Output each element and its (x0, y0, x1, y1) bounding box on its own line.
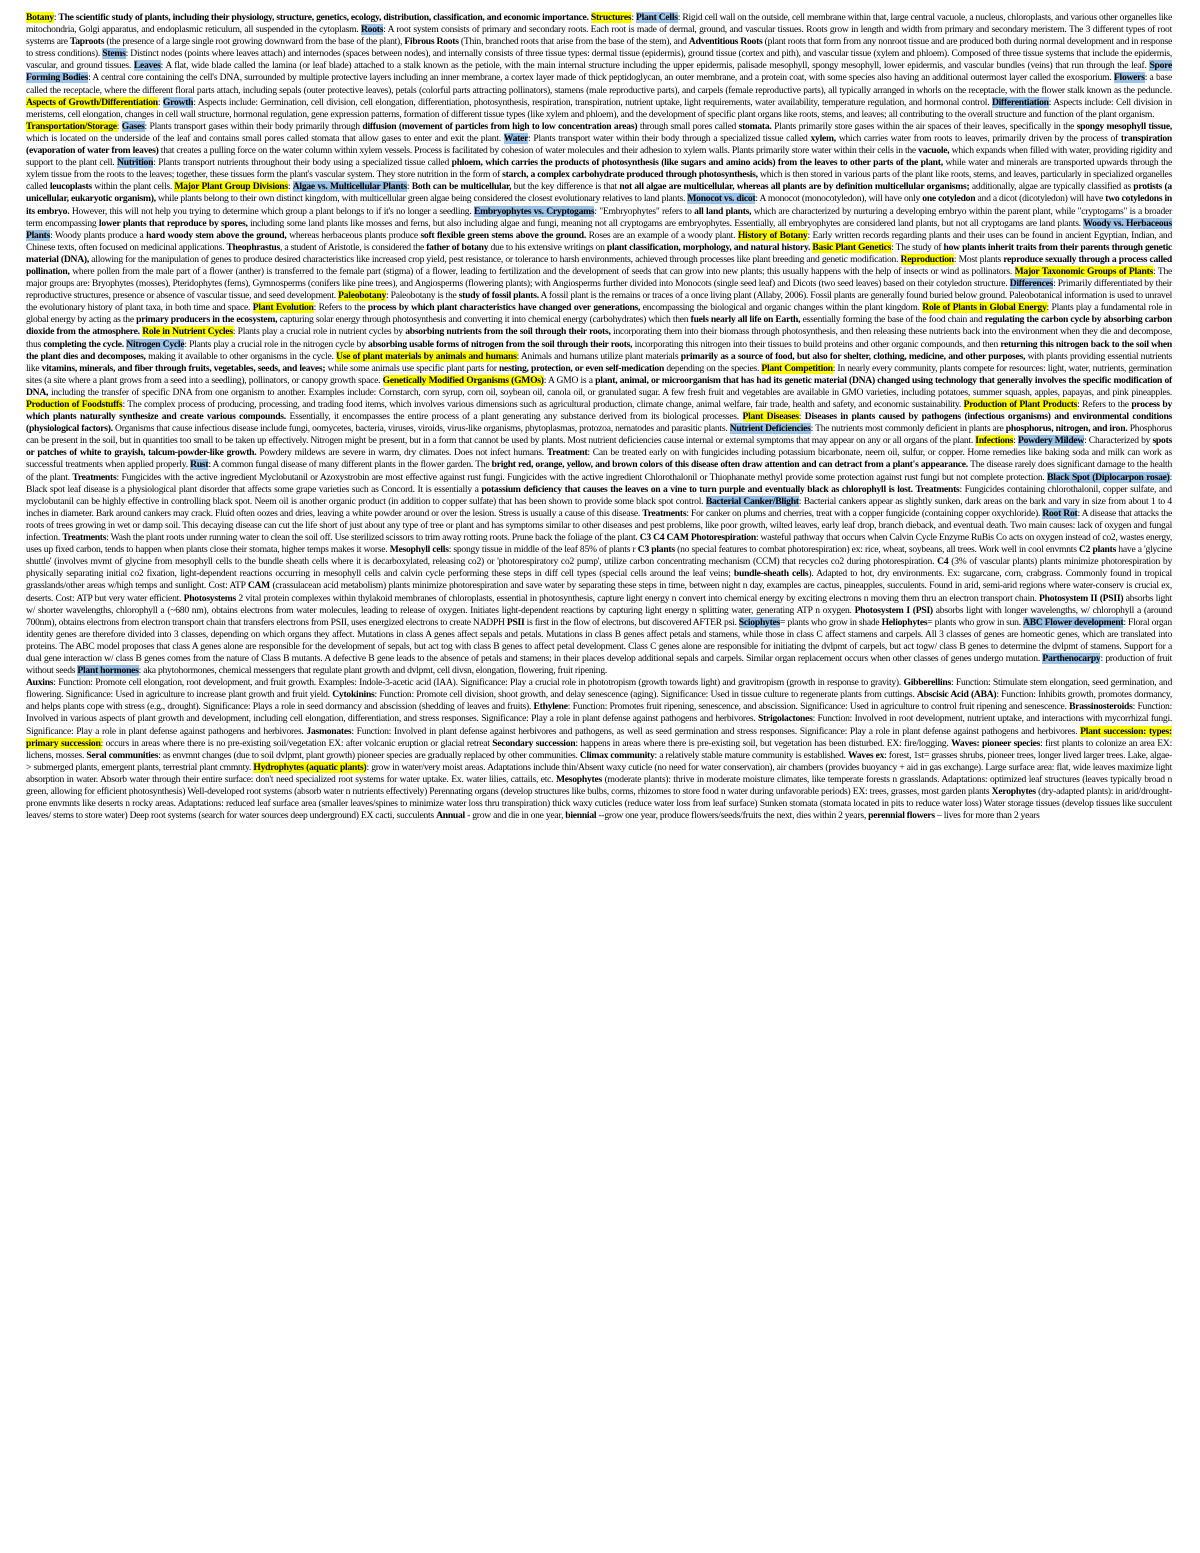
bold-term: Treatment (546, 447, 588, 459)
text-run: : Plants transport water within their body through a specialized tissue called (528, 132, 811, 144)
bold-term: diffusion (movement of particles from high to low concentration areas) (362, 120, 638, 132)
topic-heading: Growth (162, 96, 194, 108)
bold-term: Gibberellins (903, 677, 951, 689)
bold-term: Adventitious Roots (688, 36, 763, 48)
bold-term: phloem, which carries the products of photosynthesis (like sugars and amino acids) from the leaves to other parts of the plant, (451, 157, 943, 169)
text-run: : (1013, 435, 1018, 447)
bold-term: C3 C4 CAM Photorespiration (639, 532, 756, 544)
bold-term: Heliophytes (881, 616, 928, 628)
text-run: through small pores called (637, 120, 739, 132)
notes-document (26, 12, 1172, 822)
text-run: : a relatively stable mature community is established. (654, 749, 848, 761)
bold-term: bright red, orange, yellow, and brown colors of this disease often draw attention and can detract from a plant's appearance. (491, 459, 968, 471)
text-run: : Aspects include: Germination, cell division, cell elongation, differentiation, photosynthesis, respiration, transpiration, nutrient uptake, light requirements, water availability, temperature regulation, and hormonal control. (193, 96, 992, 108)
text-run: incorporating this nitrogen into their tissues to build proteins and other organic compounds, and then (632, 338, 1001, 350)
text-run: allowing for the manipulation of genes to produce desired characteristics like increased crop yield, pest resistance, or tolerance to harsh environments, achieved through processes like plant breeding and genetic modification. (89, 253, 901, 265)
bold-term: Treatments (62, 532, 107, 544)
topic-heading: Algae vs. Multicellular Plants (292, 181, 407, 193)
text-run: : grow in water/very moist areas. Adaptations include thin/Absent waxy cuticle (no need for water conservation), air chambers (provides buoyancy + aid in gas exchange). Large surface area: flat, wide leaves maximize light absorption in water. Absorb water through their entire surface: don't need specialized root systems for water uptake. Ex. water lilies, cattails, etc. (26, 761, 1172, 785)
bold-term: starch, a complex carbohydrate produced through photosynthesis, (502, 169, 758, 181)
bold-term: Annual (436, 810, 465, 822)
bold-term: primary producers in the ecosystem, (136, 314, 278, 326)
text-run: A fossil plant is the remains or traces of a once living plant (Allaby, 2006). Fossil plants are generally found buried below ground. Paleobotanical information is used to unravel the evolutionary history of plant taxa, in both time and space. (26, 290, 1172, 314)
section-heading: Major Plant Group Divisions (174, 181, 288, 193)
bold-term: how plants inherit traits from their parents through genetic material (DNA), (26, 241, 1172, 265)
text-run: : Bacterial cankers appear as slightly sunken, dark areas on the bark and vary in size from about 1 to 4 inches in diameter. Bark around cankers may crack. Fluid often oozes and dries, leaving a white powder around or over the lesion. Stress is usually a cause of this disease. (26, 495, 1172, 519)
bold-term: leucoplasts (49, 181, 92, 193)
topic-heading: Rust (190, 459, 209, 471)
text-run: depending on the species. (664, 362, 762, 374)
bold-term: The scientific study of plants, including their physiology, structure, genetics, ecology, distribution, classification, and economic importance. (58, 12, 589, 23)
bold-term: Photosystem I (PSI) (854, 604, 933, 616)
bold-term: Waves ex (847, 749, 885, 761)
topic-heading: Roots (360, 24, 384, 36)
bold-term: returning this nitrogen back to the soil when the plant dies and decomposes, (26, 338, 1172, 362)
section-heading: Plant Competition (761, 362, 833, 374)
bold-term: soft flexible green stems above the ground. (420, 229, 587, 241)
text-run: capturing solar energy through photosynthesis and converting it into chemical energy (carbohydrates) which then (277, 314, 691, 326)
text-run: Powdery mildews are severe in warm, dry climates. Does not infect humans. (256, 447, 547, 459)
text-run: : Animals and humans utilize plant materials (516, 350, 681, 362)
text-run: : occurs in areas where there is no pre-existing soil/vegetation EX: after volcanic eruption or glacial retreat (100, 737, 493, 749)
text-run: : Refers to the (313, 302, 368, 314)
text-run: --grow one year, produce flowers/seeds/fruits the next, dies within 2 years, (596, 810, 869, 822)
bold-term: plant classification, morphology, and natural history. (606, 241, 811, 253)
bold-term: Fibrous Roots (404, 36, 459, 48)
text-run: : (406, 181, 412, 193)
bold-term: Both can be multicellular, (411, 181, 512, 193)
text-run: : Aspects include: Cell division in meristems, cell elongation, changes in cell wall structure, hormonal regulation, gene expression patterns, formation of different tissue types (like xylem and phloem), and the development of specific plant organs like roots, stems, and leaves; all contributing to the overall structure and function of the plant organism. (26, 96, 1172, 120)
bold-term: Auxins (26, 677, 54, 689)
topic-heading: Root Rot (1042, 507, 1078, 519)
text-run: The disease rarely does significant damage to the health of the plant. (26, 459, 1172, 483)
text-run: : Function: Promote cell elongation, root development, and fruit growth. Examples: Indole-3-acetic acid (IAA). Significance: Play a crucial role in phototropism (growth towards light) and gravitropism (growth in response to gravity). (53, 677, 904, 689)
section-heading: Paleobotany (338, 290, 387, 302)
bold-term: regulating the carbon cycle by absorbing carbon dioxide from the atmosphere. (26, 314, 1172, 338)
text-run: , a student of Aristotle, is considered the (279, 241, 427, 253)
bold-term: spots or patches of white to grayish, talcum-powder-like growth. (26, 435, 1172, 459)
text-run: while some animals use specific plant parts for (325, 362, 499, 374)
text-run: have a 'glycine shuttle' (involves mvmt of glycine from mesophyll cells to the bundle sheath cells where it is decarboxylated, releasing co2) or 'photorespiratory co2 pump', utilize carbon concentrating mechanism (CCM) that recycles co2 during photorespiration. (26, 544, 1173, 568)
topic-heading: Woody vs. Herbaceous Plants (26, 217, 1173, 241)
text-run: : (157, 96, 163, 108)
bold-term: Treatments (642, 507, 687, 519)
topic-heading: Sciophytes (738, 616, 781, 628)
topic-heading: Powdery Mildew (1017, 435, 1085, 447)
section-heading: Reproduction (900, 253, 954, 265)
bold-term: Secondary succession (492, 737, 576, 749)
bold-term: Theophrastus (226, 241, 280, 253)
text-run: However, this will not help you trying to determine which group a plant belongs to if it's no longer a seedling. (69, 205, 474, 217)
bold-term: phosphorus, nitrogen, and iron. (1005, 423, 1128, 435)
bold-term: PSII (506, 616, 525, 628)
section-heading: Transportation/Storage (26, 120, 117, 132)
text-run: which expands when filled with water, providing rigidity and support to the plant cell. (26, 145, 1172, 169)
text-run: absorbs light w/ shorter wavelengths, chlorophyll a (~680 nm), obtains electrons from water molecules, leading to release of oxygen. Initiates light-dependent reactions by capturing light energy n splitting water, generating ATP n oxygen. (26, 592, 1173, 616)
bold-term: Treatments (72, 471, 117, 483)
text-run: with plants providing essential nutrients like (26, 350, 1172, 374)
text-run: : Fungicides containing chlorothalonil, copper sulfate, and myclobutanil can be highly effective in controlling black spot. Neem oil is another organic product (in addition to copper sulfate) that has been shown to provide some black spot control. (26, 483, 1172, 507)
text-run: and a dicot (dicotyledon) will have (975, 193, 1106, 205)
text-run: : happens in areas where there is pre-existing soil, but vegetation has been disturbed. EX: fire/logging. (575, 737, 952, 749)
text-run: which is then stored in various parts of the plant like roots, stems, and leaves, particularly in specialized organelles called (26, 169, 1172, 193)
bold-term: plant, animal, or microorganism that has had its genetic material (DNA) changed using technology that generally involves the specific modification of DNA, (26, 374, 1172, 398)
text-run: : A monocot (monocotyledon), will have only (755, 193, 923, 205)
text-run: : Primarily differentiated by their reproductive structures, presence or absence of vascular tissue, and seed development. (26, 278, 1172, 302)
text-run: : Plants play a fundamental role in global energy by acting as the (26, 302, 1172, 326)
bold-term: Jasmonates (306, 725, 352, 737)
section-heading: Structures (590, 12, 632, 23)
bold-term: Mesophytes (555, 773, 602, 785)
section-heading: Role of Plants in Global Energy (922, 302, 1047, 314)
text-run: : For canker on plums and cherries, treat with a copper fungicide (containing copper oxychloride). (686, 507, 1043, 519)
text-run: : Function: Stimulate stem elongation, seed germination, and flowering. Significance: Used in agriculture to increase plant growth and fruit yield. (26, 677, 1172, 701)
text-run: : A flat, wide blade called the lamina (or leaf blade) attached to a stalk known as the petiole, with the main internal structure including the upper epidermis, palisade mesophyll, spongy mesophyll, lower epidermis, and vascular bundles (veins) that run through the leaf. (160, 60, 1150, 72)
text-run: : A central core containing the cell's DNA, surrounded by multiple protective layers including an inner membrane, a cortex layer made of thick peptidoglycan, an outer membrane, and a protein coat, with some species also having an additional outermost layer called the exosporium. (88, 72, 1114, 84)
topic-heading: Gases (121, 120, 145, 132)
topic-heading: Nutrition (117, 157, 154, 169)
text-run: : Early written records regarding plants and their uses can be found in ancient Egyptian, Indian, and Chinese texts, often focused on medicinal applications. (26, 229, 1172, 253)
text-run: : Function: Involved in root development, nutrient uptake, and interactions with mycorrhizal fungi. Significance: Play a role in plant defense against pathogens and herbivores. (26, 713, 1173, 737)
text-run: whereas herbaceous plants produce (286, 229, 421, 241)
text-run: : Floral organ identity genes are therefore divided into 3 classes, depending on which organs they affect. Mutations in class A genes affect sepals and petals. Mutations in class B genes affect petals and stamens, while those in class C affect stamens and carpels. All 3 classes of genes are homeotic genes, which are translated into proteins. The ABC model proposes that class A genes alone are responsible for the development of sepals, but act tog with class B genes to affect petal development. Class C genes alone are responsible for initiating the dvlpmt of carpels, but act togw/ class B genes to determine the dvlpmt of stamens. Support for a dual gene interaction w/ class B genes comes from the nature of Class B mutants. A defective B gene leads to the absence of petals and stamens; in their places develop additional sepals and carpels. Similar organ replacement occurs when other classes of genes undergo mutation. (26, 616, 1172, 664)
text-run: : Black spot leaf disease is a physiological plant disorder that affects some grape varieties such as Concord. It is essentially a (26, 471, 1173, 495)
text-run: : (631, 12, 636, 23)
text-run: : A GMO is a (543, 374, 596, 386)
bold-term: father of botany (426, 241, 489, 253)
bold-term: Xerophytes (991, 786, 1036, 797)
section-heading: Major Taxonomic Groups of Plants (1014, 265, 1153, 277)
bold-term: absorbing nutrients from the soil through their roots, (405, 326, 611, 338)
text-run: (dry-adapted plants): in arid/drought-prone envmnts like deserts n rocky areas. Adaptations: reduced leaf surface area (smaller leaves/spines to minimize water loss thru transpiration) thick waxy cuticles (reduce water loss from leaf surface) Sunken stomata (stomata located in pits to reduce water loss) Water storage tissues (develop tissues like succulent leaves/ stems to store water) Deep root systems (search for water sources deep underground) EX cacti, succulents (26, 786, 1172, 822)
text-run: due to his extensive writings on (488, 241, 607, 253)
bold-term: Seral communities (86, 749, 159, 761)
section-heading: Use of plant materials by animals and humans (336, 350, 517, 362)
bold-term: perennial flowers (868, 810, 935, 822)
text-run: (plant roots that form from any nonroot tissue and are produced both during normal development and in response to stress conditions). (26, 36, 1172, 60)
text-run: - grow and die in one year, (464, 810, 566, 822)
text-run: that creates a pulling force on the water column within xylem vessels. Process is facilitated by cohesion of water molecules and their adhesion to xylem walls. Plants primarily store water within their cells in the (158, 145, 919, 157)
bold-term: absorbing usable forms of nitrogen from the soil through their roots, (368, 338, 633, 350)
text-run: Roses are an example of a woody plant. (586, 229, 738, 241)
text-run: : A root system consists of primary and secondary roots. Each root is made of dermal, ground, and vascular tissues. Roots grow in length and width from primary and secondary meristem. The 3 different types of root systems are (26, 24, 1172, 48)
section-heading: Production of Foodstuffs (26, 399, 123, 410)
text-run: encompassing the biological and organic changes within the plant kingdom. (640, 302, 923, 314)
text-run: – lives for more than 2 years (934, 810, 1040, 822)
topic-heading: Black Spot (Diplocarpon rosae) (1047, 471, 1170, 483)
bold-term: C4 (937, 556, 949, 568)
bold-term: bundle-sheath cells (733, 568, 809, 580)
bold-term: Photosystem II (PSII) (1039, 592, 1124, 604)
text-run: : production of fruit without seeds (26, 652, 1172, 677)
bold-term: transpiration (evaporation of water from leaves) (26, 132, 1172, 157)
text-run: : Plants play a crucial role in nutrient cycles by (232, 326, 406, 338)
text-run: : Paleobotany is the (386, 290, 459, 302)
text-run: : as envmnt changes (due to soil dvlpmt, plant growth) pioneer species are gradually replaced by other communities. (158, 749, 580, 761)
paragraph (26, 12, 1172, 121)
text-run: making it available to other organisms in the cycle. (145, 350, 337, 362)
bold-term: reproduce sexually through a process called pollination, (26, 253, 1172, 277)
text-run: Plants primarily store gases within the air spaces of their leaves, specifically in the (771, 120, 1077, 132)
topic-heading: Differences (1009, 278, 1054, 290)
bold-term: Treatments (915, 483, 960, 495)
text-run: : The complex process of producing, processing, and trading food items, which involves various dimensions such as agricultural production, climate change, animal welfare, fair trade, health and safety, and economic sustainability. (122, 399, 964, 410)
text-run: : Most plants (953, 253, 1004, 265)
text-run: Phosphorus can be present in the soil, but in quantities too small to be taken up effectively. Nitrogen might be present, but in a form that cannot be used by plants. Most nutrient deficiencies cause internal or external symptoms that may appear on any or all organs of the plant. (26, 423, 1172, 447)
bold-term: Cytokinins (332, 689, 375, 701)
topic-heading: Monocot vs. dicot (687, 193, 756, 205)
text-run: : (287, 181, 293, 193)
section-heading: Plant succession: types: primary succession (26, 725, 1172, 749)
bold-term: not all algae are multicellular, whereas all plants are by definition multicellular organisms; (619, 181, 970, 193)
section-heading: Role in Nutrient Cycles (142, 326, 233, 338)
text-run: : Wash the plant roots under running water to clean the soil off. Use sterilized scissors to trim away rotting roots. Prune back the foliage of the plant. (106, 532, 640, 544)
text-run: (Thin, branched roots that arise from the base of the stem), and (458, 36, 689, 48)
text-run: (no special features to combat photorespiration) ex: rice, wheat, soybeans, all trees. Work well in cool envmnts (674, 544, 1079, 556)
bold-term: hard woody stem above the ground, (146, 229, 287, 241)
text-run: Organisms that cause infectious disease include fungi, oomycetes, bacteria, viruses, viroids, virus-like organisms, phytoplasmas, protozoa, nematodes and parasitic plants. (112, 423, 730, 435)
text-run: : forest, 1st= grasses shrubs, pioneer trees, longer lived larger trees. Lake, algae-> submerged plants, emergent plants, terrestrial plant cmmnty. (26, 749, 1172, 773)
text-run: = plants who grow in sun. (927, 616, 1024, 628)
text-run: : The study of (891, 241, 944, 253)
bold-term: spongy mesophyll tissue, (1076, 120, 1172, 132)
bold-term: stomata. (738, 120, 772, 132)
bold-term: fuels nearly all life on Earth, (690, 314, 801, 326)
bold-term: study of fossil plants. (458, 290, 539, 302)
text-run: while plants belong to their own distinct kingdom, with multicellular green algae being considered the closest evolutionary relatives to land plants. (155, 193, 688, 205)
text-run: : Function: Inhibits growth, promotes dormancy, and helps plants cope with stress (e.g., drought). Significance: Plays a role in seed dormancy and abscission (shedding of leaves and fruits). (26, 689, 1172, 713)
bold-term: vacuole, (918, 145, 950, 157)
text-run: which carries water from roots to leaves, primarily driven by the process of (835, 132, 1121, 144)
bold-term: CAM (247, 580, 270, 592)
bold-term: Photosystems (183, 592, 237, 604)
text-run: : Plants play a crucial role in the nitrogen cycle by (184, 338, 369, 350)
text-run: incorporating them into their biomass through photosynthesis, and then releasing these nutrients back into the environment when they die and decompose, thus (26, 326, 1172, 350)
text-run: : A common fungal disease of many different plants in the flower garden. The (208, 459, 492, 471)
text-run: but the key difference is that (511, 181, 620, 193)
text-run: : In nearly every community, plants compete for resources: light, water, nutrients, germination sites (a site where a plant grows from a seed into a seedling), pollinators, or canopy growth space. (26, 362, 1172, 386)
text-run: : first plants to colonize an area EX: lichens, mosses. (26, 737, 1172, 761)
topic-heading: Plant Cells (635, 12, 678, 23)
text-run: (the presence of a large single root growing downward from the base of the plant), (104, 36, 405, 48)
text-run: is first in the flow of electrons, but discovered AFTER psi. (524, 616, 739, 628)
text-run: : Plants transport gases within their body primarily through (144, 120, 363, 132)
text-run: : The nutrients most commonly deficient in plants are (810, 423, 1006, 435)
topic-heading: Spore Forming Bodies (26, 60, 1172, 84)
section-heading: Plant Diseases (742, 411, 799, 423)
topic-heading: Parthenocarpy (1042, 652, 1101, 664)
text-run: where pollen from the male part of a flower (anther) is transferred to the female part (stigma) of a flower, leading to fertilization and the development of seeds that can grow into new plants; this usually happens with the help of insects or wind as pollinators. (69, 265, 1015, 277)
text-run: : Fungicides with the active ingredient Myclobutanil or Azoxystrobin are most effective against rust fungi. Fungicides with the active ingredient Chlorothalonil or Thiophanate methyl provide some protection against rust fungi but not complete protection. (116, 471, 1048, 483)
bold-term: potassium deficiency that causes the leaves on a vine to turn purple and eventually black as chlorophyll is lost. (481, 483, 913, 495)
bold-term: Strigolactones (758, 713, 813, 725)
text-run: : Function: Involved in various aspects of plant growth and development, including cell elongation, differentiation, and stress responses. Significance: Play a role in plant defense against pathogens and herbivores. (26, 701, 1172, 725)
text-run: essentially forming the base of the food chain and (800, 314, 985, 326)
text-run: : a base called the receptacle, where the different floral parts attach, including sepals (outer protective leaves), petals (colorful parts attracting pollinators), stamens (male reproductive parts), and carpels (female reproductive parts), all typically arranged in whorls on the receptacle, with the flower stalk known as the peduncle. (26, 72, 1172, 96)
bold-term: Climax community (579, 749, 655, 761)
text-run: : The major groups are: Bryophytes (mosses), Pteridophytes (ferns), Gymnosperms (conifers like pine trees), and Angiosperms (flowering plants); with Angiosperms further divided into Monocots (single seed leaf) and Dicots (two seed leaves) based on their cotyledon structure. (26, 265, 1172, 290)
bold-term: process by which plants naturally synthesize and create various compounds. (26, 399, 1172, 423)
section-heading: Botany (26, 12, 54, 23)
section-heading: History of Botany (737, 229, 808, 241)
text-run: while water and minerals are transported upwards through the xylem tissue from the roots to the leaves; together, these tissues form the plant's vascular system. They store nutrition in the form of (26, 157, 1172, 181)
text-run: within the plant cells. (91, 181, 175, 193)
text-run: : spongy tissue in middle of the leaf 85% of plants r (448, 544, 638, 556)
text-run: ). Adapted to hot, dry environments. Ex: sugarcane, corn, crabgrass. Commonly found in tropical grasslands/other areas w/high temps and sunlight. Cost: ATP (26, 568, 1172, 592)
text-run: = plants who grow in shade (780, 616, 882, 628)
text-run: : aka phytohormones, chemical messengers that regulate plant growth and dvlpmt, cell divsn, elongation, flowering, fruit ripening. (138, 665, 608, 677)
bold-term: C2 plants (1078, 544, 1117, 556)
bold-term: two cotyledons in its embryo. (26, 193, 1173, 217)
topic-heading: Leaves (133, 60, 161, 72)
topic-heading: Embryophytes vs. Cryptogams (473, 205, 595, 217)
bold-term: Diseases in plants caused by pathogens (infectious organisms) and environmental conditions (physiological factors). (26, 411, 1173, 435)
paragraph (26, 121, 1172, 677)
text-run: : (53, 12, 59, 23)
bold-term: xylem, (810, 132, 836, 144)
bold-term: Ethylene (533, 701, 568, 713)
text-run: : Function: Promotes fruit ripening, senescence, and abscission. Significance: Used in agriculture to control fruit ripening and senescence. (567, 701, 1070, 713)
topic-heading: Nutrient Deficiencies (729, 423, 811, 435)
section-heading: Plant Evolution (252, 302, 314, 314)
bold-term: Waves: pioneer species (951, 737, 1041, 749)
bold-term: nesting, protection, or even self-medication (498, 362, 665, 374)
text-run: (crassulacean acid metabolism) plants minimize photorespiration and save water by separating these steps in time, between night n day, examples are cactus, pineapples, succulents. Found in arid, semi-arid regions where water-conserv is crucial ex, deserts. Cost: ATP but very water efficient. (26, 580, 1172, 604)
text-run: : (116, 120, 122, 132)
text-run: : Plants transport nutrients throughout their body using a specialized tissue called (153, 157, 452, 169)
bold-term: C3 plants (637, 544, 675, 556)
topic-heading: Stems (102, 48, 126, 60)
text-run: 2 vital protein complexes within thylakoid membranes of chloroplasts, essential in photosynthesis, capture light energy n convert into chemical energy by exciting electrons n moving them thru an electron transport chain. (236, 592, 1040, 604)
bold-term: biennial (565, 810, 597, 822)
text-run: (3% of vascular plants) plants minimize photorespiration by physically separating initial co2 fixation, light-dependent reactions occurring in mesophyll cells and calvin cycle performing these steps in diff cell types (special cells around the leaf veins; (26, 556, 1172, 580)
text-run: : Can be treated early on with fungicides including potassium bicarbonate, neem oil, sulfur, or copper. Home remedies like baking soda and milk can work as successful treatments when applied properly. (26, 447, 1172, 471)
text-run: : wasteful pathway that occurs when Calvin Cycle Enzyme RuBis Co acts on oxygen instead of co2, wastes energy, uses up fixed carbon, tends to happen when plants close their stomata, higher temps makes it worse. (26, 532, 1173, 556)
text-run: : Characterized by (1084, 435, 1153, 447)
text-run: (moderate plants): thrive in moderate moisture climates, like temperate forests n grasslands. Adaptations: optimized leaf structures (leaves typically broad n green, allowing for efficient photosynthesis) Well-developed root systems (absorb water n nutrients effectively) Perennating organs (develop structures like bulbs, corms, rhizomes to store food n water during unfavorable periods) EX: trees, grasses, most garden plants (26, 773, 1172, 797)
bold-term: Abscisic Acid (ABA) (916, 689, 997, 701)
bold-term: Mesophyll cells (389, 544, 449, 556)
bold-term: all land plants, (694, 205, 752, 217)
text-run: additionally, algae are typically classified as (969, 181, 1134, 193)
text-run: : "Embryophytes" refers to (594, 205, 695, 217)
topic-heading: ABC Flower development (1023, 616, 1124, 628)
text-run: : Woody plants produce a (50, 229, 147, 241)
bold-term: Brassinosteroids (1069, 701, 1133, 713)
text-run: : Distinct nodes (points where leaves attach) and internodes (spaces between nodes), and internally consists of three tissue types: dermal tissue (epidermis), ground tissue (cortex and pith), and vascular tissue (xylem and phloem). Composed of three tissue systems that include the epidermis, vascular, and ground tissues. (26, 48, 1172, 72)
text-run: including some land plants like mosses and ferns, but also including algae and fungi, meaning not all cryptogams are embryophytes. Essentially, all embryophytes are considered land plants, but not all cryptogams are land plants. (247, 217, 1084, 229)
section-heading: Aspects of Growth/Differentiation (26, 96, 158, 108)
section-heading: Production of Plant Products (963, 399, 1078, 410)
text-run: including the transfer of specific DNA from one organism to another. Examples include: Cornstarch, corn syrup, corn oil, soybean oil, canola oil, or granulated sugar. A few fresh fruit and vegetables are available in GMO varieties, including potatoes, summer squash, apples, papayas, and pink pineapples. (48, 386, 1172, 398)
bold-term: primarily as a source of food, but also for shelter, clothing, medicine, and other purposes, (680, 350, 1026, 362)
text-run: : Function: Promote cell division, shoot growth, and delay senescence (aging). Significance: Used in tissue culture to regenerate plants from cuttings. (374, 689, 917, 701)
text-run: : Function: Involved in plant defense against herbivores and pathogens, as well as seed germination and stress responses. Significance: Play a role in plant defense against pathogens and herbivores. (351, 725, 1081, 737)
bold-term: lower plants that reproduce by spores, (98, 217, 248, 229)
bold-term: completing the cycle. (43, 338, 124, 350)
section-heading: Infections (975, 435, 1014, 447)
topic-heading: Bacterial Canker/Blight (705, 495, 799, 507)
bold-term: protists (a unicellular, eukaryotic organism), (26, 181, 1172, 205)
text-run: which is located on the underside of the leaf and contains small pores called stomata that allow gases to enter and exit the plant. (26, 132, 504, 144)
text-run: which are characterized by nurturing a developing embryo within the parent plant, while "cryptogams" is a broader term encompassing (26, 205, 1172, 229)
section-heading: Hydrophytes (aquatic plants) (253, 761, 367, 773)
text-run: absorbs light with longer wavelengths, w/ chlorophyll a (around 700nm), obtains electrons from electron transport chain that transfers electrons from PSII, uses energized electrons to create NADPH (26, 604, 1173, 628)
section-heading: Genetically Modified Organisms (GMOs) (382, 374, 544, 386)
text-run: Essentially, it encompasses the entire process of a plant generating any substance derived from its biological processes. (285, 411, 743, 423)
bold-term: vitamins, minerals, and fiber through fruits, vegetables, seeds, and leaves; (41, 362, 326, 374)
text-run: : (798, 411, 805, 423)
topic-heading: Flowers (1113, 72, 1145, 84)
paragraph (26, 677, 1172, 822)
topic-heading: Water (503, 132, 529, 144)
bold-term: one cotyledon (922, 193, 976, 205)
bold-term: process by which plant characteristics have changed over generations, (367, 302, 641, 314)
bold-term: Taproots (69, 36, 105, 48)
text-run: : A disease that attacks the roots of trees growing in wet or damp soil. This decaying disease can cut the life short of just about any type of tree or plant and has symptoms similar to other diseases and pest problems, like poor growth, wilted leaves, early leaf drop, branch dieback, and eventual death. Two main causes: lack of oxygen and fungal infection. (26, 507, 1172, 544)
text-run: : Rigid cell wall on the outside, cell membrane within that, large central vacuole, a nucleus, chloroplasts, and various other organelles like mitochondria, Golgi apparatus, and endoplasmic reticulum, all suspended in the cytoplasm. (26, 12, 1172, 36)
topic-heading: Nitrogen Cycle (126, 338, 185, 350)
text-run: : Refers to the (1077, 399, 1132, 410)
topic-heading: Plant hormones (77, 665, 139, 677)
section-heading: Basic Plant Genetics (812, 241, 892, 253)
topic-heading: Differentiation (991, 96, 1049, 108)
